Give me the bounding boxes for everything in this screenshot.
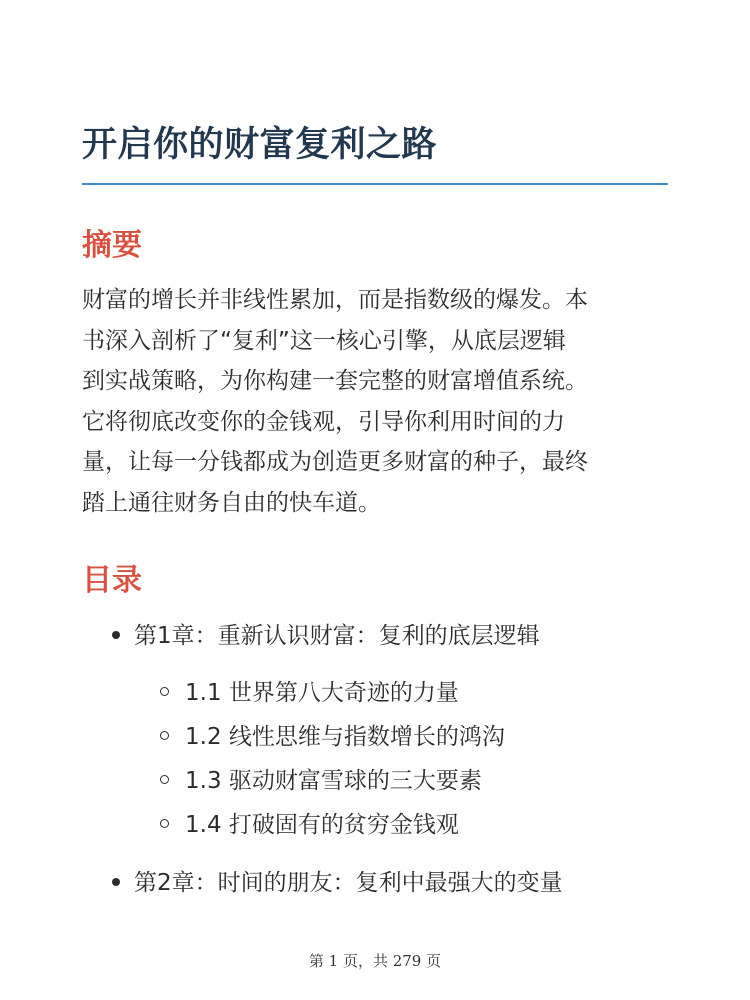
toc-section-label: 1.3 驱动财富雪球的三大要素 — [185, 768, 482, 794]
page-number-footer: 第 1 页，共 279 页 — [308, 952, 442, 970]
bullet-circle-icon — [160, 819, 169, 828]
title-divider — [82, 183, 668, 185]
bullet-circle-icon — [160, 687, 169, 696]
toc-chapter-1 — [112, 621, 540, 651]
abstract-line: 财富的增长并非线性累加，而是指数级的爆发。本 — [82, 287, 588, 313]
toc-section-1-2 — [160, 722, 505, 752]
toc-chapter-label: 第1章：重新认识财富：复利的底层逻辑 — [134, 623, 540, 649]
abstract-line: 踏上通往财务自由的快车道。 — [82, 489, 381, 516]
toc-chapter-label: 第2章：时间的朋友：复利中最强大的变量 — [134, 870, 563, 896]
bullet-circle-icon — [160, 731, 169, 740]
bullet-dot-icon — [112, 631, 120, 639]
abstract-line: 书深入剖析了“复利”这一核心引擎，从底层逻辑 — [82, 327, 566, 354]
toc-chapter-2 — [112, 868, 563, 898]
toc-heading: 目录 — [82, 563, 142, 598]
abstract-line: 到实战策略，为你构建一套完整的财富增值系统。 — [82, 368, 588, 394]
toc-section-label: 1.4 打破固有的贫穷金钱观 — [185, 812, 459, 838]
toc-section-1-4 — [160, 810, 459, 840]
toc-section-label: 1.1 世界第八大奇迹的力量 — [185, 680, 459, 706]
abstract-line: 它将彻底改变你的金钱观，引导你利用时间的力 — [82, 408, 565, 435]
abstract-line: 量，让每一分钱都成为创造更多财富的种子，最终 — [82, 449, 588, 475]
bullet-circle-icon — [160, 775, 169, 784]
toc-section-label: 1.2 线性思维与指数增长的鸿沟 — [185, 724, 505, 750]
document-title: 开启你的财富复利之路 — [82, 125, 438, 165]
abstract-paragraph — [82, 280, 672, 523]
abstract-heading: 摘要 — [82, 228, 142, 263]
toc-section-1-1 — [160, 678, 459, 708]
toc-section-1-3 — [160, 766, 482, 796]
bullet-dot-icon — [112, 878, 120, 886]
